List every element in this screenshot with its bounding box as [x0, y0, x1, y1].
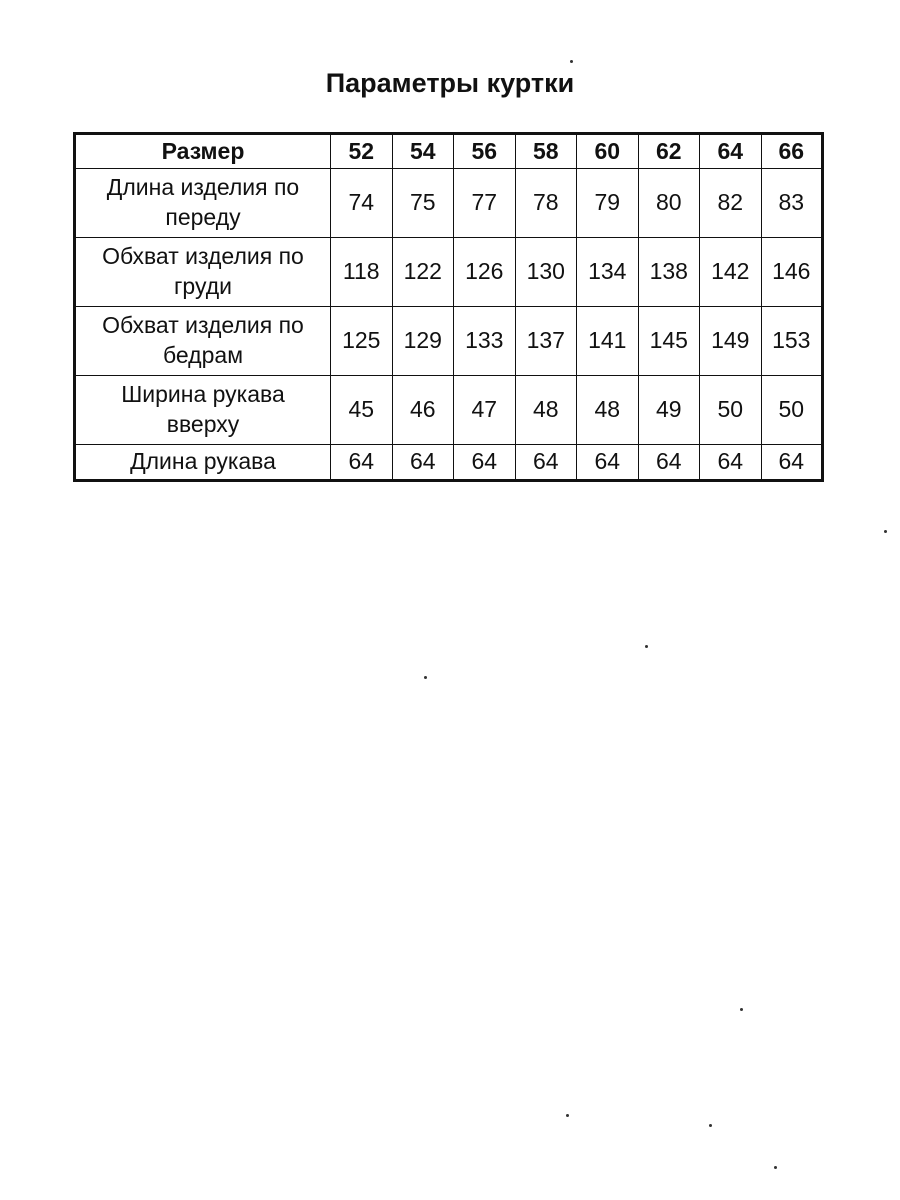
size-header: 58 — [515, 134, 577, 169]
table-cell: 125 — [331, 307, 393, 376]
table-cell: 153 — [761, 307, 823, 376]
table-row — [75, 307, 823, 376]
table-cell: 64 — [700, 445, 762, 481]
table-cell: 138 — [638, 238, 700, 307]
table-cell: 64 — [638, 445, 700, 481]
table-cell: 80 — [638, 169, 700, 238]
table-cell: 64 — [761, 445, 823, 481]
size-header: 54 — [392, 134, 454, 169]
scan-speck — [566, 1114, 569, 1117]
table-row — [75, 169, 823, 238]
table-cell: 64 — [577, 445, 639, 481]
size-table — [73, 132, 824, 482]
table-cell: 50 — [761, 376, 823, 445]
table-cell: 133 — [454, 307, 516, 376]
size-header: 64 — [700, 134, 762, 169]
scan-speck — [884, 530, 887, 533]
table-cell: 145 — [638, 307, 700, 376]
table-cell: 78 — [515, 169, 577, 238]
table-cell: 146 — [761, 238, 823, 307]
table-cell: 64 — [515, 445, 577, 481]
table-cell: 141 — [577, 307, 639, 376]
table-header-row — [75, 134, 823, 169]
table-cell: 50 — [700, 376, 762, 445]
row-label: Длина изделия по переду — [75, 169, 331, 238]
table-cell: 137 — [515, 307, 577, 376]
table-cell: 118 — [331, 238, 393, 307]
scan-speck — [709, 1124, 712, 1127]
scan-speck — [424, 676, 427, 679]
scan-speck — [645, 645, 648, 648]
table-cell: 49 — [638, 376, 700, 445]
table-cell: 130 — [515, 238, 577, 307]
table-cell: 83 — [761, 169, 823, 238]
table-cell: 45 — [331, 376, 393, 445]
row-label: Обхват изделия по груди — [75, 238, 331, 307]
table-cell: 122 — [392, 238, 454, 307]
table-cell: 79 — [577, 169, 639, 238]
size-header: 66 — [761, 134, 823, 169]
size-header: 62 — [638, 134, 700, 169]
table-cell: 75 — [392, 169, 454, 238]
table-row — [75, 376, 823, 445]
size-header: 56 — [454, 134, 516, 169]
table-cell: 46 — [392, 376, 454, 445]
size-header: 60 — [577, 134, 639, 169]
table-cell: 77 — [454, 169, 516, 238]
table-cell: 48 — [577, 376, 639, 445]
table-cell: 74 — [331, 169, 393, 238]
size-header: 52 — [331, 134, 393, 169]
row-label: Обхват изделия по бедрам — [75, 307, 331, 376]
table-cell: 142 — [700, 238, 762, 307]
table-cell: 134 — [577, 238, 639, 307]
table-cell: 82 — [700, 169, 762, 238]
table-row — [75, 238, 823, 307]
row-label: Ширина рукава вверху — [75, 376, 331, 445]
page-title: Параметры куртки — [325, 68, 575, 98]
table-cell: 149 — [700, 307, 762, 376]
table-cell: 64 — [392, 445, 454, 481]
scan-speck — [740, 1008, 743, 1011]
table-cell: 129 — [392, 307, 454, 376]
table-cell: 47 — [454, 376, 516, 445]
scan-speck — [774, 1166, 777, 1169]
header-label: Размер — [75, 134, 331, 169]
table-cell: 126 — [454, 238, 516, 307]
table-row — [75, 445, 823, 481]
table-cell: 48 — [515, 376, 577, 445]
scan-speck — [570, 60, 573, 63]
table-cell: 64 — [454, 445, 516, 481]
row-label: Длина рукава — [75, 445, 331, 481]
table-cell: 64 — [331, 445, 393, 481]
